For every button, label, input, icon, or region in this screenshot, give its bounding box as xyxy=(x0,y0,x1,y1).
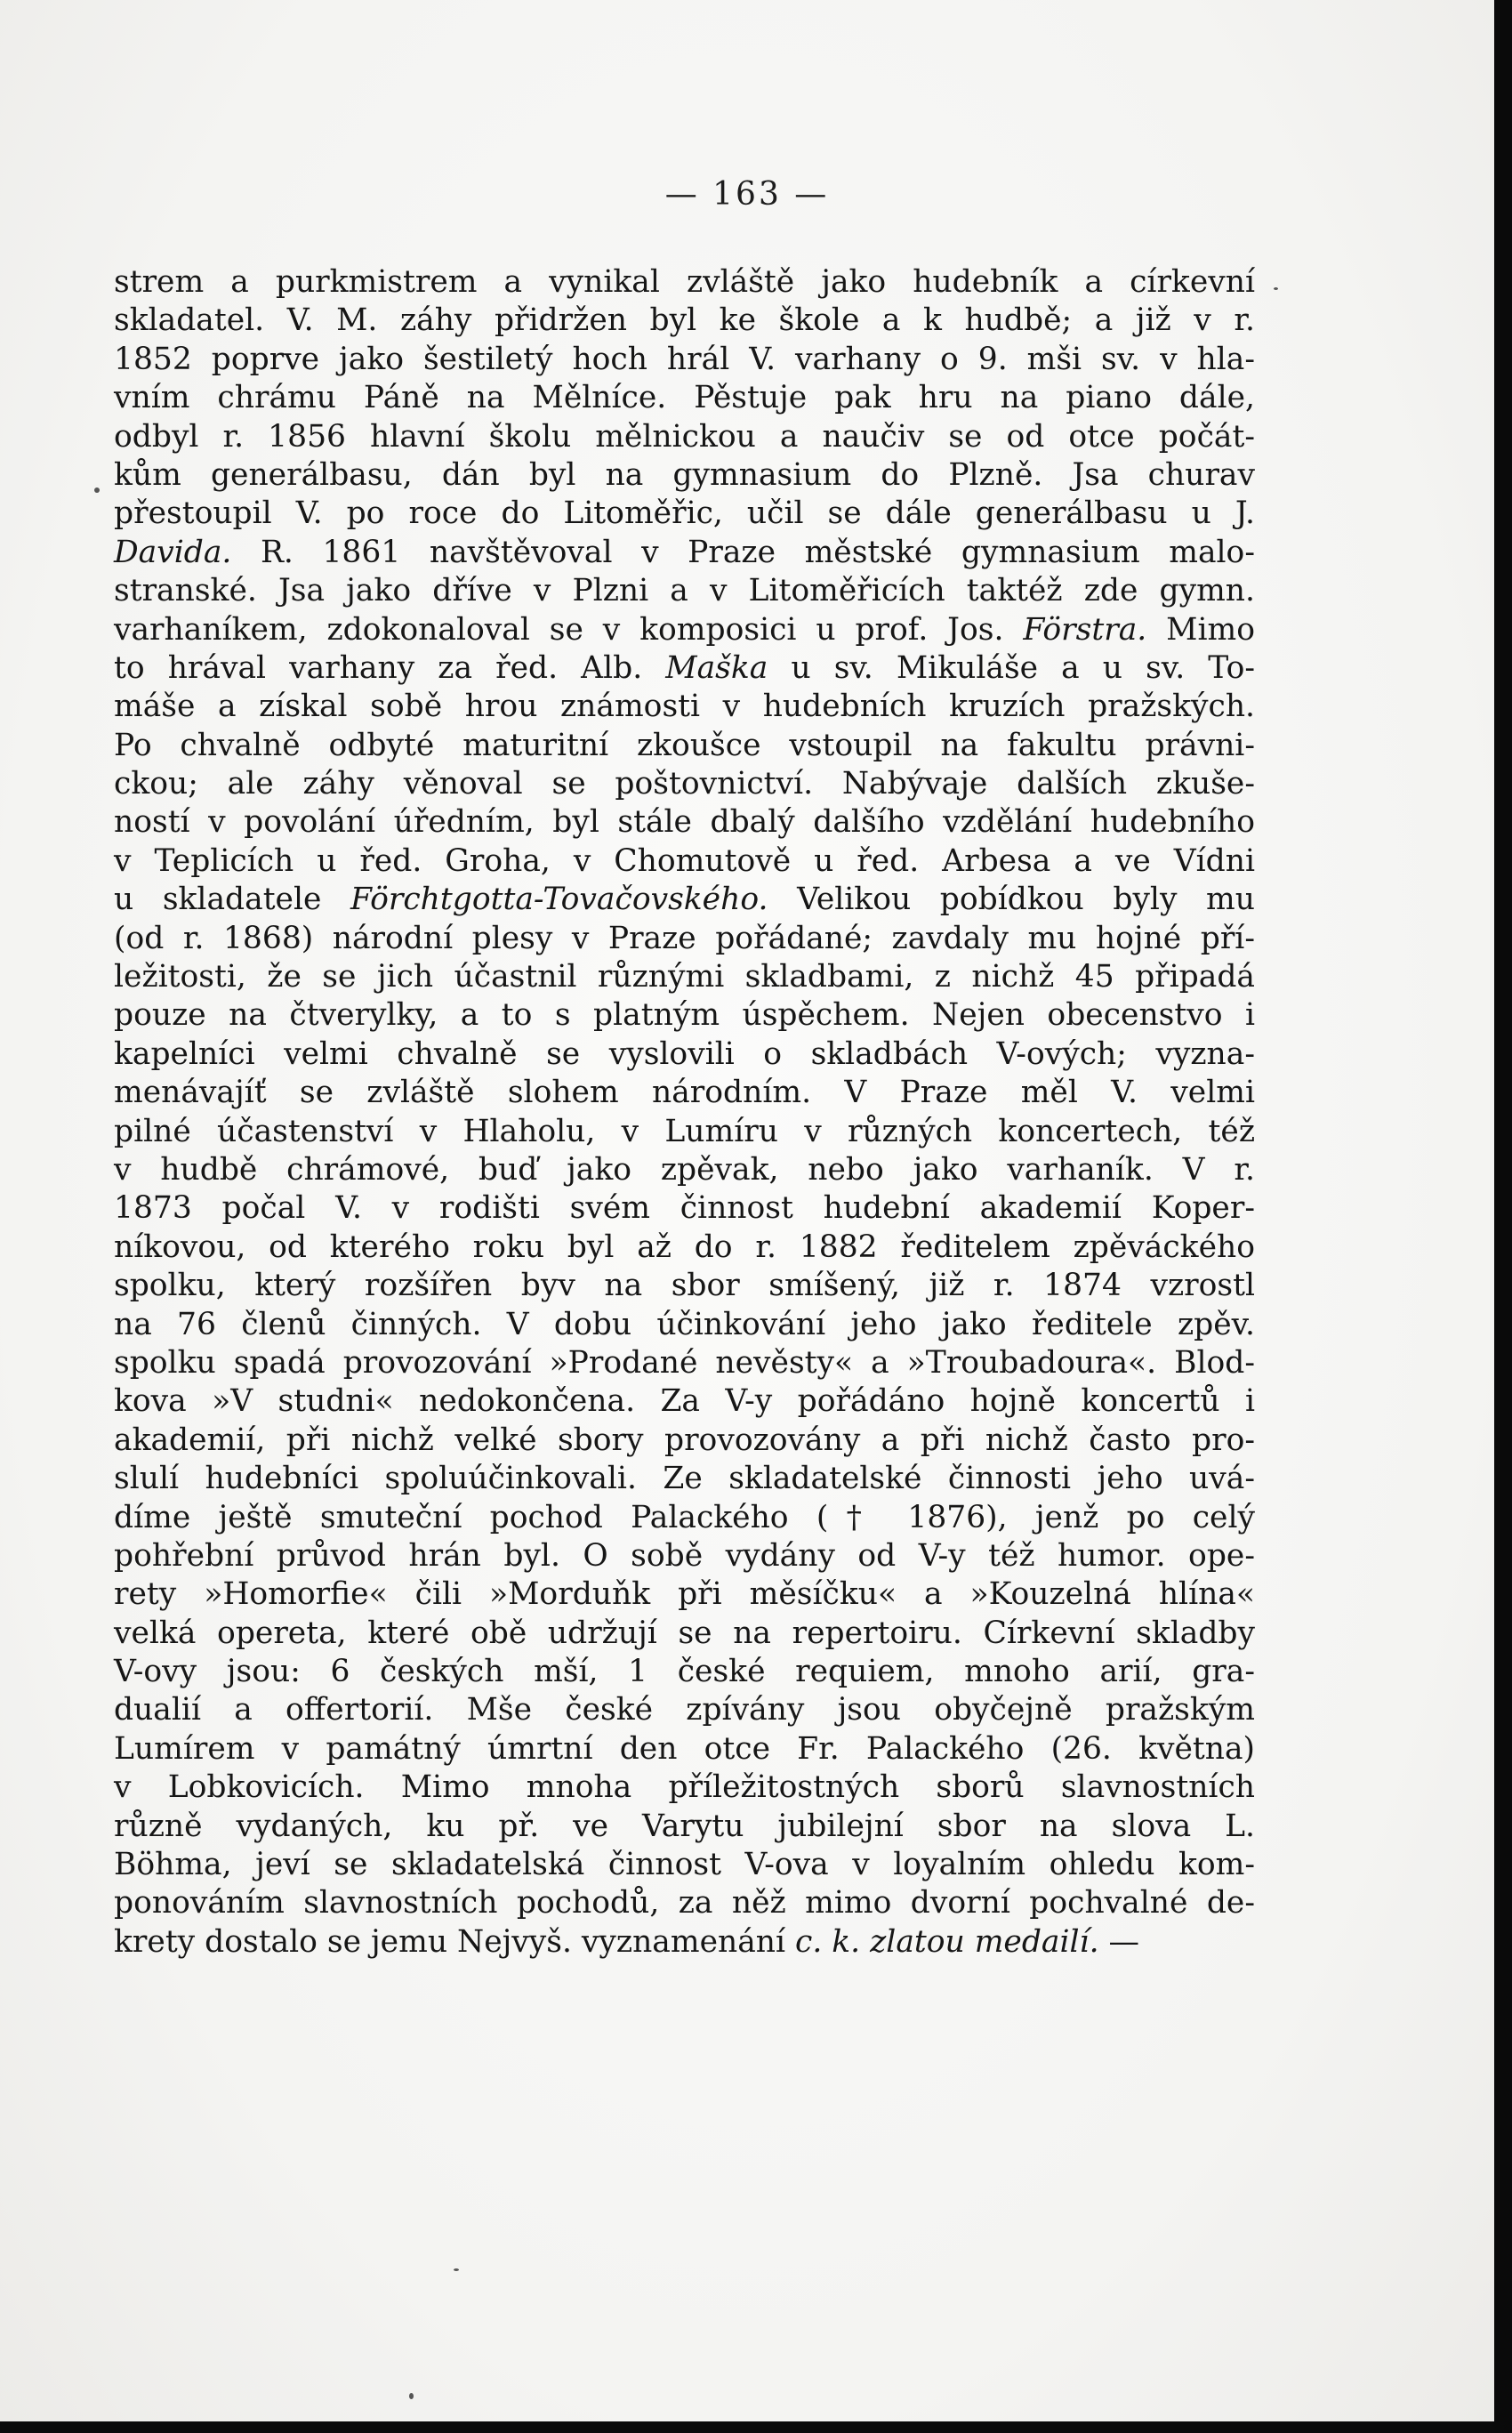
text-run: krety dostalo se jemu Nejvyš. vyznamenání xyxy=(114,1923,796,1960)
text-run: skladatel. V. M. záhy přidržen byl ke škole a k hudbě; a již v r. xyxy=(114,302,1255,339)
text-line xyxy=(114,379,1255,417)
text-run: přestoupil V. po roce do Litoměřic, učil se dále generálbasu u J. xyxy=(114,495,1255,532)
text-line xyxy=(114,688,1255,726)
text-run: ností v povolání úředním, byl stále dbalý dalšího vzdělání hudebního xyxy=(114,804,1255,841)
text-line xyxy=(114,1035,1255,1074)
text-run: pohřební průvod hrán byl. O sobě vydány od V-y též humor. ope- xyxy=(114,1537,1255,1574)
text-run: 1873 počal V. v rodišti svém činnost hudební akademií Koper- xyxy=(114,1190,1255,1227)
text-run: pouze na čtverylky, a to s platným úspěchem. Nejen obecenstvo i xyxy=(114,997,1255,1034)
text-run: různě vydaných, ku př. ve Varytu jubilejní sbor na slova L. xyxy=(114,1808,1255,1844)
text-run: strem a purkmistrem a vynikal zvláště jako hudebník a církevní xyxy=(114,264,1255,300)
text-line xyxy=(114,418,1255,456)
text-line xyxy=(114,1422,1255,1460)
page-number: — 163 — xyxy=(664,176,830,213)
text-line xyxy=(114,302,1255,340)
text-run: odbyl r. 1856 hlavní školu mělnickou a naučiv se od otce počát- xyxy=(114,418,1255,455)
text-line xyxy=(114,1575,1255,1614)
text-run: menávajíť se zvláště slohem národním. V Praze měl V. velmi xyxy=(114,1075,1255,1111)
text-run: stranské. Jsa jako dříve v Plzni a v Litoměřicích taktéž zde gymn. xyxy=(114,573,1255,609)
text-line xyxy=(114,958,1255,996)
text-line xyxy=(114,1267,1255,1305)
text-run: u skladatele xyxy=(114,882,351,918)
italic-name: Förchtgotta-Tovačovského. xyxy=(350,882,768,918)
text-run: slulí hudebníci spoluúčinkovali. Ze skladatelské činnosti jeho uvá- xyxy=(114,1461,1255,1497)
text-line xyxy=(114,1151,1255,1189)
text-run: ponováním slavnostních pochodů, za něž mimo dvorní pochvalné de- xyxy=(114,1885,1255,1921)
text-line xyxy=(114,572,1255,610)
text-line xyxy=(114,611,1255,649)
text-run: (od r. 1868) národní plesy v Praze pořádané; zavdaly mu hojné pří- xyxy=(114,920,1255,956)
text-line xyxy=(114,1499,1255,1537)
text-run: Mimo xyxy=(1146,611,1255,648)
text-run: rety »Homorfie« čili »Morduňk při měsíčku« a »Kouzelná hlína« xyxy=(114,1576,1255,1613)
text-line xyxy=(114,1537,1255,1575)
text-run: Lumírem v památný úmrtní den otce Fr. Palackého (26. května) xyxy=(114,1730,1255,1767)
text-run: níkovou, od kterého roku byl až do r. 1882 ředitelem zpěváckého xyxy=(114,1229,1255,1265)
text-run: kova »V studni« nedokončena. Za V-y pořádáno hojně koncertů i xyxy=(114,1383,1255,1420)
text-line xyxy=(114,341,1255,379)
text-run: ckou; ale záhy věnoval se poštovnictví. Nabývaje dalších zkuše- xyxy=(114,766,1255,802)
text-line xyxy=(114,842,1255,881)
text-run: R. 1861 navštěvoval v Praze městské gymnasium malo- xyxy=(231,534,1255,570)
text-run: spolku, který rozšířen byv na sbor smíšený, již r. 1874 vzrostl xyxy=(114,1268,1255,1304)
text-line xyxy=(114,765,1255,803)
text-run: akademií, při nichž velké sbory provozovány a při nichž často pro- xyxy=(114,1422,1255,1458)
italic-name: c. k. zlatou medailí. xyxy=(795,1923,1099,1960)
text-run: v Teplicích u řed. Groha, v Chomutově u řed. Arbesa a ve Vídni xyxy=(114,842,1255,879)
text-line xyxy=(114,1653,1255,1691)
text-run: pilné účastenství v Hlaholu, v Lumíru v různých koncertech, též xyxy=(114,1113,1255,1149)
text-line xyxy=(114,1691,1255,1729)
text-run: u sv. Mikuláše a u sv. To- xyxy=(768,649,1255,686)
text-line xyxy=(114,1189,1255,1228)
text-line xyxy=(114,996,1255,1035)
print-speck xyxy=(1274,287,1278,290)
text-line xyxy=(114,1344,1255,1382)
text-line xyxy=(114,727,1255,765)
text-line xyxy=(114,1306,1255,1344)
text-line xyxy=(114,1229,1255,1267)
text-run: 1852 poprve jako šestiletý hoch hrál V. varhany o 9. mši sv. v hla- xyxy=(114,341,1255,377)
text-run: V-ovy jsou: 6 českých mší, 1 české requiem, mnoho arií, gra- xyxy=(114,1654,1255,1690)
text-run: v hudbě chrámové, buď jako zpěvak, nebo jako varhaník. V r. xyxy=(114,1151,1255,1188)
text-line xyxy=(114,1074,1255,1112)
text-line xyxy=(114,1808,1255,1846)
text-line xyxy=(114,263,1255,302)
text-run: Böhma, jeví se skladatelská činnost V-ova v loyalním ohledu kom- xyxy=(114,1847,1255,1883)
text-line xyxy=(114,456,1255,495)
text-line xyxy=(114,1615,1255,1653)
text-line xyxy=(114,649,1255,688)
print-speck xyxy=(454,2268,459,2271)
text-run: vním chrámu Páně na Mělníce. Pěstuje pak hru na piano dále, xyxy=(114,380,1255,416)
text-line xyxy=(114,1382,1255,1421)
text-line xyxy=(114,1730,1255,1768)
text-run: kapelníci velmi chvalně se vyslovili o skladbách V-ových; vyzna- xyxy=(114,1035,1255,1072)
text-run: Po chvalně odbyté maturitní zkoušce vstoupil na fakultu právni- xyxy=(114,727,1255,763)
text-run: ležitosti, že se jich účastnil různými skladbami, z nichž 45 připadá xyxy=(114,959,1255,995)
text-line xyxy=(114,1768,1255,1807)
text-run: — xyxy=(1098,1923,1140,1960)
text-line xyxy=(114,1884,1255,1922)
text-run: Velikou pobídkou byly mu xyxy=(768,882,1255,918)
text-line xyxy=(114,920,1255,958)
text-line xyxy=(114,1113,1255,1151)
text-line xyxy=(114,1923,1255,1962)
text-line xyxy=(114,495,1255,533)
print-speck xyxy=(409,2393,414,2399)
text-run: kům generálbasu, dán byl na gymnasium do Plzně. Jsa churav xyxy=(114,456,1255,493)
text-run: v Lobkovicích. Mimo mnoha příležitostných sborů slavnostních xyxy=(114,1769,1255,1806)
italic-name: Maška xyxy=(665,649,768,686)
text-line xyxy=(114,1846,1255,1884)
print-speck xyxy=(94,487,100,493)
text-run: máše a získal sobě hrou známosti v hudebních kruzích pražských. xyxy=(114,689,1255,725)
text-run: to hrával varhany za řed. Alb. xyxy=(114,649,666,686)
text-line xyxy=(114,1460,1255,1498)
text-run: na 76 členů činných. V dobu účinkování jeho jako ředitele zpěv. xyxy=(114,1306,1255,1342)
body-text xyxy=(114,263,1255,1962)
text-run: varhaníkem, zdokonaloval se v komposici u prof. Jos. xyxy=(114,611,1024,648)
text-line xyxy=(114,534,1255,572)
text-run: spolku spadá provozování »Prodané nevěsty« a »Troubadoura«. Blod- xyxy=(114,1344,1255,1381)
text-line xyxy=(114,881,1255,919)
text-run: velká opereta, které obě udržují se na repertoiru. Církevní skladby xyxy=(114,1615,1255,1651)
italic-name: Davida. xyxy=(114,534,232,570)
italic-name: Förstra. xyxy=(1023,611,1147,648)
text-run: díme ještě smuteční pochod Palackého († 1876), jenž po celý xyxy=(114,1499,1255,1535)
text-line xyxy=(114,803,1255,842)
text-run: dualií a offertorií. Mše české zpívány jsou obyčejně pražským xyxy=(114,1692,1255,1728)
